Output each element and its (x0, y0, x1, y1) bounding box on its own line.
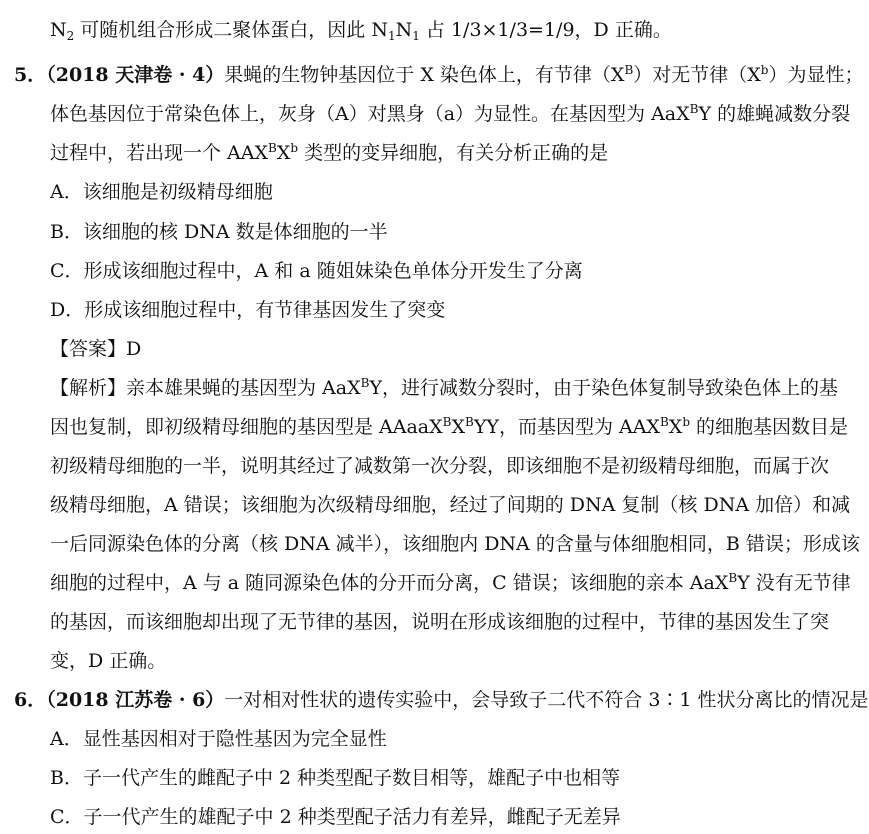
question-5-analysis-line-4: 级精母细胞，A 错误；该细胞为次级精母细胞，经过了间期的 DNA 复制（核 DNA 加倍）和减 (50, 494, 851, 516)
text: 的细胞基因数目是 (690, 416, 849, 438)
question-5-option-b: B．该细胞的核 DNA 数是体细胞的一半 (50, 221, 388, 243)
subscript: 1 (412, 29, 420, 43)
text: YY，而基因型为 AAX (473, 416, 660, 438)
analysis-label: 【解析】 (50, 377, 127, 399)
question-5-analysis-line-3: 初级精母细胞的一半，说明其经过了减数第一次分裂，即该细胞不是初级精母细胞，而属于次 (50, 455, 830, 477)
question-6-option-a: A．显性基因相对于隐性基因为完全显性 (50, 728, 387, 750)
text: X (668, 416, 683, 438)
text: Y 没有无节律 (737, 572, 851, 594)
superscript: b (290, 141, 299, 155)
text: 占 1/3×1/3=1/9，D 正确。 (419, 19, 672, 41)
superscript: b (682, 415, 691, 429)
question-source: （2018 江苏卷 · 6） (46, 689, 225, 711)
question-number: 6． (14, 689, 47, 711)
superscript: B (360, 376, 370, 390)
superscript: B (268, 141, 277, 155)
text: ）为显性； (768, 64, 864, 86)
question-6-option-b: B．子一代产生的雌配子中 2 种类型配子数目相等，雄配子中也相等 (50, 767, 621, 789)
question-5-analysis-line-5: 一后同源染色体的分离（核 DNA 减半），该细胞内 DNA 的含量与体细胞相同，B 错误；形成该 (50, 533, 860, 555)
superscript: B (465, 415, 474, 429)
question-6-option-c: C．子一代产生的雄配子中 2 种类型配子活力有差异，雌配子无差异 (50, 806, 621, 828)
question-5-analysis-line-8: 变，D 正确。 (50, 650, 167, 672)
text: 亲本雄果蝇的基因型为 AaX (126, 377, 361, 399)
text: 果蝇的生物钟基因位于 X 染色体上，有节律（X (224, 64, 625, 86)
text: X (276, 142, 291, 164)
question-5-stem-line-3 (50, 139, 608, 167)
superscript: b (760, 63, 769, 77)
question-6-stem (14, 686, 869, 714)
text: 细胞的过程中，A 与 a 随同源染色体的分开而分离，C 错误；该细胞的亲本 AaX (50, 572, 729, 594)
question-5-analysis-line-7: 的基因，而该细胞却出现了无节律的基因，说明在形成该细胞的过程中，节律的基因发生了突 (50, 611, 830, 633)
text: 体色基因位于常染色体上，灰身（A）对黑身（a）为显性。在基因型为 AaX (50, 103, 690, 125)
question-5-analysis-line-2 (50, 413, 848, 441)
superscript: B (728, 571, 738, 585)
superscript: B (689, 102, 699, 116)
text: N (50, 19, 67, 41)
question-5-answer: 【答案】D (50, 338, 142, 360)
text: 一对相对性状的遗传实验中，会导致子二代不符合 3∶1 性状分离比的情况是 (224, 689, 869, 711)
question-number: 5． (14, 64, 47, 86)
text: 过程中，若出现一个 AAX (50, 142, 269, 164)
question-5-option-c: C．形成该细胞过程中，A 和 a 随姐妹染色单体分开发生了分离 (50, 260, 583, 282)
continuation-line (50, 16, 672, 44)
question-source: （2018 天津卷 · 4） (46, 64, 225, 86)
question-5-option-d: D．形成该细胞过程中，有节律基因发生了突变 (50, 299, 446, 321)
question-5-stem-line-2 (50, 100, 850, 128)
superscript: B (659, 415, 669, 429)
superscript: B (624, 63, 634, 77)
question-5-analysis-line-6 (50, 569, 851, 597)
text: X (451, 416, 466, 438)
subscript: 2 (66, 29, 75, 43)
question-5-stem-line-1 (14, 61, 864, 89)
superscript: B (442, 415, 452, 429)
text: N (395, 19, 413, 41)
subscript: 1 (387, 29, 396, 43)
question-5-analysis-line-1 (50, 374, 838, 402)
text: Y 的雄蝇减数分裂 (698, 103, 851, 125)
text: 因也复制，即初级精母细胞的基因型是 AAaaX (50, 416, 443, 438)
text: ）对无节律（X (633, 64, 761, 86)
text: Y，进行减数分裂时，由于染色体复制导致染色体上的基 (369, 377, 839, 399)
text: 类型的变异细胞，有关分析正确的是 (298, 142, 609, 164)
text: 可随机组合形成二聚体蛋白，因此 N (74, 19, 388, 41)
question-5-option-a: A．该细胞是初级精母细胞 (50, 181, 273, 203)
